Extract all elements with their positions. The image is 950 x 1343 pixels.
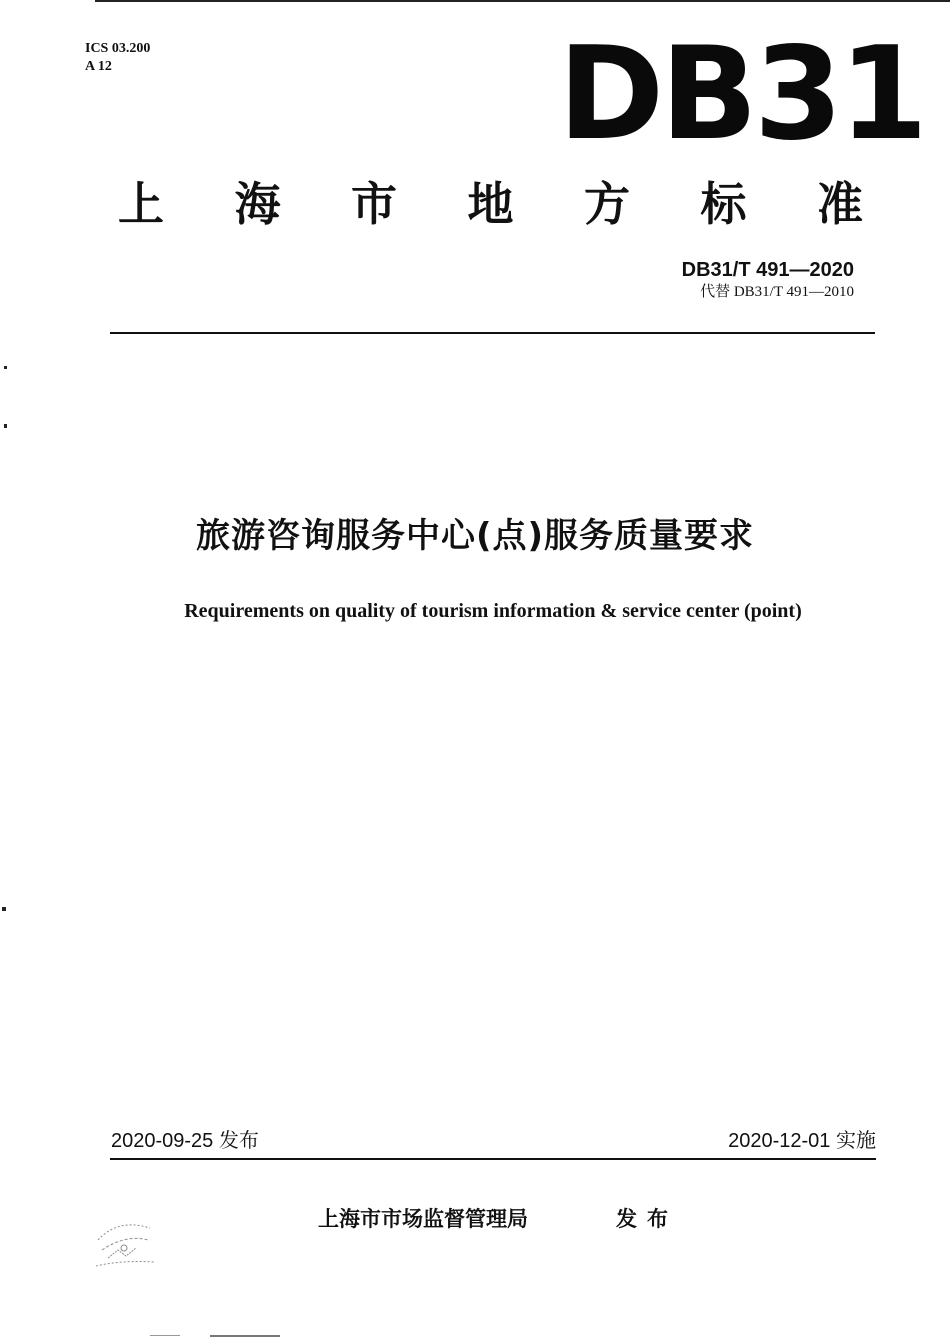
standard-category-char: 海 (234, 177, 281, 231)
standard-category-char: 市 (351, 177, 397, 231)
top-rule (95, 0, 950, 2)
standard-category-char: 标 (700, 177, 747, 231)
standard-category-title (118, 174, 863, 234)
margin-mark (2, 907, 6, 911)
document-title-english: Requirements on quality of tourism information & service center (point) (184, 600, 802, 622)
standard-code-logo: DB31 (558, 20, 924, 169)
footer-divider (110, 1158, 876, 1160)
standard-category-char: 准 (817, 177, 863, 231)
stamp-seal-icon (88, 1210, 168, 1280)
document-title-chinese: 旅游咨询服务中心(点)服务质量要求 (195, 516, 755, 556)
standard-category-char: 上 (118, 177, 164, 231)
ics-code: ICS 03.200 (85, 41, 151, 56)
implementation-date: 2020-12-01 实施 (728, 1130, 876, 1152)
replaces-standard: 代替 DB31/T 491—2010 (700, 284, 854, 300)
publisher-name: 上海市市场监督管理局 (318, 1207, 528, 1231)
standard-category-char: 地 (467, 177, 514, 231)
classification-block (85, 40, 150, 76)
scan-marks (150, 1334, 290, 1338)
standard-number: DB31/T 491—2020 (681, 259, 854, 281)
ccs-code: A 12 (85, 59, 112, 74)
margin-mark (4, 366, 7, 369)
standard-category-char: 方 (584, 177, 630, 231)
header-divider (110, 332, 875, 334)
issue-date: 2020-09-25 发布 (111, 1130, 259, 1152)
margin-mark (4, 424, 7, 428)
publish-label: 发布 (616, 1207, 678, 1231)
